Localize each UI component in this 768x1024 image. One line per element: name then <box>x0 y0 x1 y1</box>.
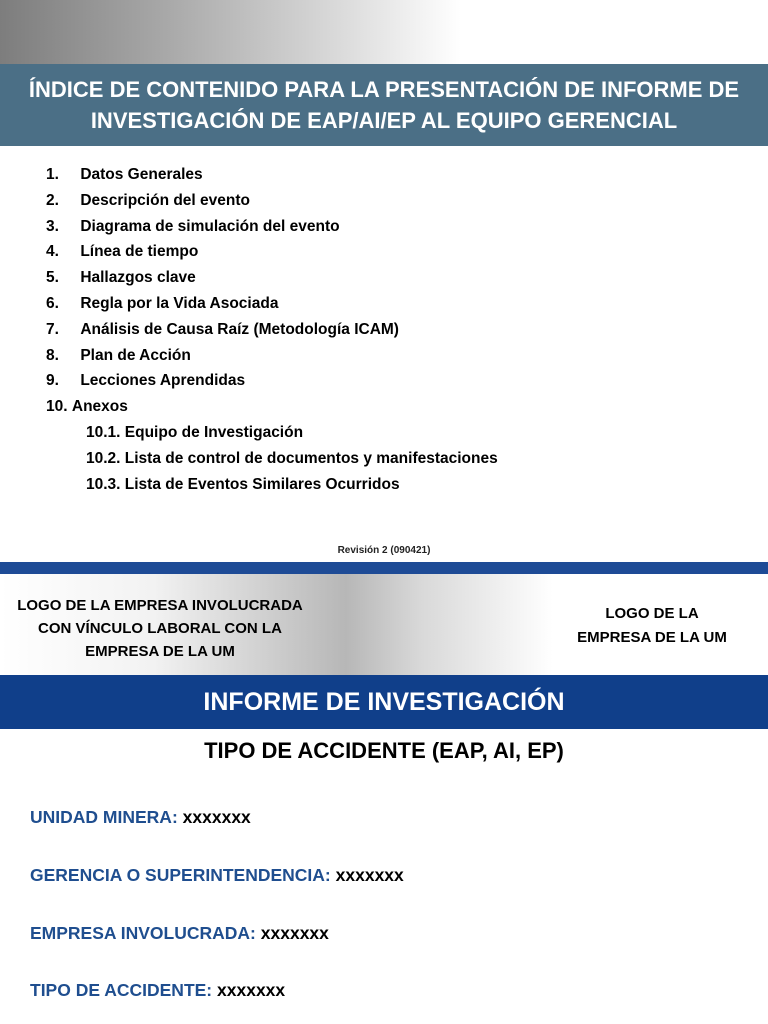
logo-left-line: CON VÍNCULO LABORAL CON LA <box>38 620 282 637</box>
toc-number: 9. <box>46 372 59 390</box>
toc-number: 8. <box>46 346 59 364</box>
toc-item <box>46 267 498 293</box>
field-value: xxxxxxx <box>217 980 286 1000</box>
um-company-logo-placeholder <box>560 602 744 650</box>
toc-item <box>46 293 498 319</box>
field-empresa-involucrada <box>30 923 329 944</box>
toc-subitem <box>46 448 498 474</box>
toc-item <box>46 190 498 216</box>
header-gradient-strip <box>0 0 768 64</box>
logo-right-line: EMPRESA DE LA UM <box>577 629 727 646</box>
field-value: xxxxxxx <box>182 807 251 827</box>
field-value: xxxxxxx <box>335 865 404 885</box>
report-title-band <box>0 675 768 729</box>
accident-type-heading: TIPO DE ACCIDENTE (EAP, AI, EP) <box>204 738 564 763</box>
logo-left-line: LOGO DE LA EMPRESA INVOLUCRADA <box>17 597 303 614</box>
toc-text: Hallazgos clave <box>80 269 196 287</box>
slide-report-cover <box>0 562 768 1024</box>
toc-number: 10. <box>46 398 68 416</box>
toc-item <box>46 216 498 242</box>
toc-number: 2. <box>46 191 59 209</box>
toc-subitem <box>46 474 498 500</box>
field-label: UNIDAD MINERA: <box>30 807 178 827</box>
toc-subitem-text: 10.1. Equipo de Investigación <box>86 423 304 441</box>
toc-subitem <box>46 422 498 448</box>
toc-number: 4. <box>46 243 59 261</box>
field-tipo-accidente <box>30 980 285 1001</box>
toc-item <box>46 164 498 190</box>
toc-text: Plan de Acción <box>80 346 191 364</box>
toc-subitem-text: 10.3. Lista de Eventos Similares Ocurridos <box>86 475 400 493</box>
toc-text: Regla por la Vida Asociada <box>80 294 279 312</box>
toc-number: 1. <box>46 166 59 183</box>
toc-number: 7. <box>46 320 59 338</box>
toc-text: Línea de tiempo <box>80 243 199 261</box>
toc-item <box>46 241 498 267</box>
toc-text: Anexos <box>71 398 128 416</box>
table-of-contents <box>46 164 498 499</box>
field-value: xxxxxxx <box>260 923 329 943</box>
toc-item <box>46 396 498 422</box>
toc-number: 6. <box>46 294 59 312</box>
toc-subitem-text: 10.2. Lista de control de documentos y manifestaciones <box>86 449 498 467</box>
logo-header <box>0 574 768 675</box>
report-title: INFORME DE INVESTIGACIÓN <box>203 687 565 716</box>
toc-text: Diagrama de simulación del evento <box>80 217 340 235</box>
title-band <box>0 64 768 146</box>
toc-item <box>46 370 498 396</box>
field-label: EMPRESA INVOLUCRADA: <box>30 923 256 943</box>
logo-right-line: LOGO DE LA <box>605 605 699 622</box>
field-unidad-minera <box>30 807 251 828</box>
field-label: TIPO DE ACCIDENTE: <box>30 980 213 1000</box>
top-blue-bar <box>0 562 768 574</box>
toc-number: 5. <box>46 269 59 287</box>
toc-item <box>46 319 498 345</box>
toc-number: 3. <box>46 217 59 235</box>
logo-left-line: EMPRESA DE LA UM <box>85 643 235 660</box>
field-label: GERENCIA O SUPERINTENDENCIA: <box>30 865 331 885</box>
field-gerencia <box>30 865 404 886</box>
toc-text: Análisis de Causa Raíz (Metodología ICAM) <box>80 320 399 338</box>
toc-item <box>46 345 498 371</box>
index-title: ÍNDICE DE CONTENIDO PARA LA PRESENTACIÓN DE INFORME DE INVESTIGACIÓN DE EAP/AI/EP AL EQUIPO GERENCIAL <box>28 77 740 133</box>
toc-text: Datos Generales <box>80 166 203 183</box>
involved-company-logo-placeholder <box>0 594 320 663</box>
revision-note: Revisión 2 (090421) <box>337 545 431 556</box>
toc-text: Descripción del evento <box>80 191 251 209</box>
toc-text: Lecciones Aprendidas <box>80 372 246 390</box>
